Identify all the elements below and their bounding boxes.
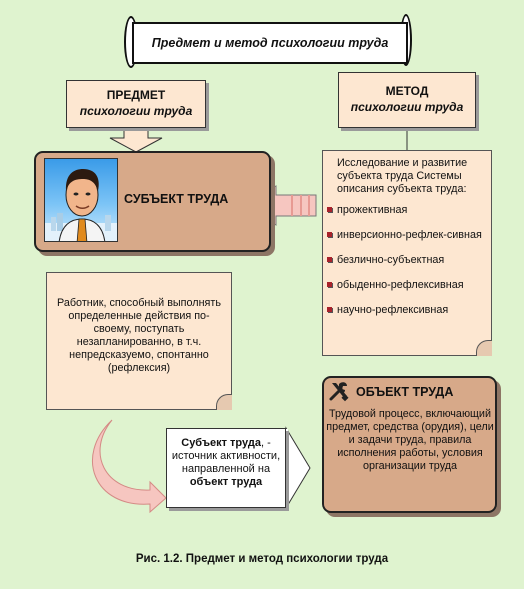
down-arrow [110, 129, 162, 152]
subject-box-line2: психологии труда [79, 104, 193, 118]
square-bullet-icon [327, 207, 332, 212]
square-bullet-icon [327, 282, 332, 287]
man-portrait-icon [45, 159, 118, 242]
definition-pointer [286, 428, 310, 508]
definition-middle: , - источник активности, направленной на [171, 437, 281, 475]
method-list-note [322, 150, 492, 356]
square-bullet-icon [327, 232, 332, 237]
curved-arrow [92, 420, 166, 512]
list-item: инверсионно-рефлек-сивная [337, 229, 485, 242]
page-title: Предмет и метод психологии труда [151, 36, 389, 50]
definition-term: Субъект труда [181, 437, 261, 449]
tools-icon [328, 380, 350, 402]
method-box-line2: психологии труда [350, 100, 464, 114]
list-item: обыденно-рефлексивная [337, 279, 485, 292]
list-item: прожективная [337, 204, 485, 217]
subject-card-title: СУБЪЕКТ ТРУДА [124, 192, 229, 206]
worker-portrait-image [44, 158, 118, 242]
title-banner [132, 22, 408, 64]
list-item: безлично-субъектная [337, 254, 485, 267]
square-bullet-icon [327, 307, 332, 312]
object-card-description: Трудовой процесс, включающий предмет, средства (орудия), цели и задачи труда, правила исполнения работы, условия организации труда [326, 408, 494, 472]
subject-box-line1: ПРЕДМЕТ [106, 88, 166, 102]
definition-target: объект труда [189, 476, 263, 488]
figure-caption: Рис. 1.2. Предмет и метод психологии труда [135, 553, 389, 565]
method-box [338, 72, 476, 128]
object-card-title: ОБЪЕКТ ТРУДА [356, 385, 454, 399]
list-item: научно-рефлексивная [337, 304, 485, 317]
worker-definition-note: Работник, способный выполнять определенные действия по-своему, поступать незапланированно, в т.ч. непредсказуемо, спонтанно (рефлексия) [46, 272, 232, 410]
square-bullet-icon [327, 257, 332, 262]
method-box-line1: МЕТОД [385, 84, 429, 98]
subject-definition-box [166, 428, 286, 508]
method-list-intro: Исследование и развитие субъекта труда Системы описания субъекта труда: [337, 157, 468, 195]
subject-box [66, 80, 206, 128]
